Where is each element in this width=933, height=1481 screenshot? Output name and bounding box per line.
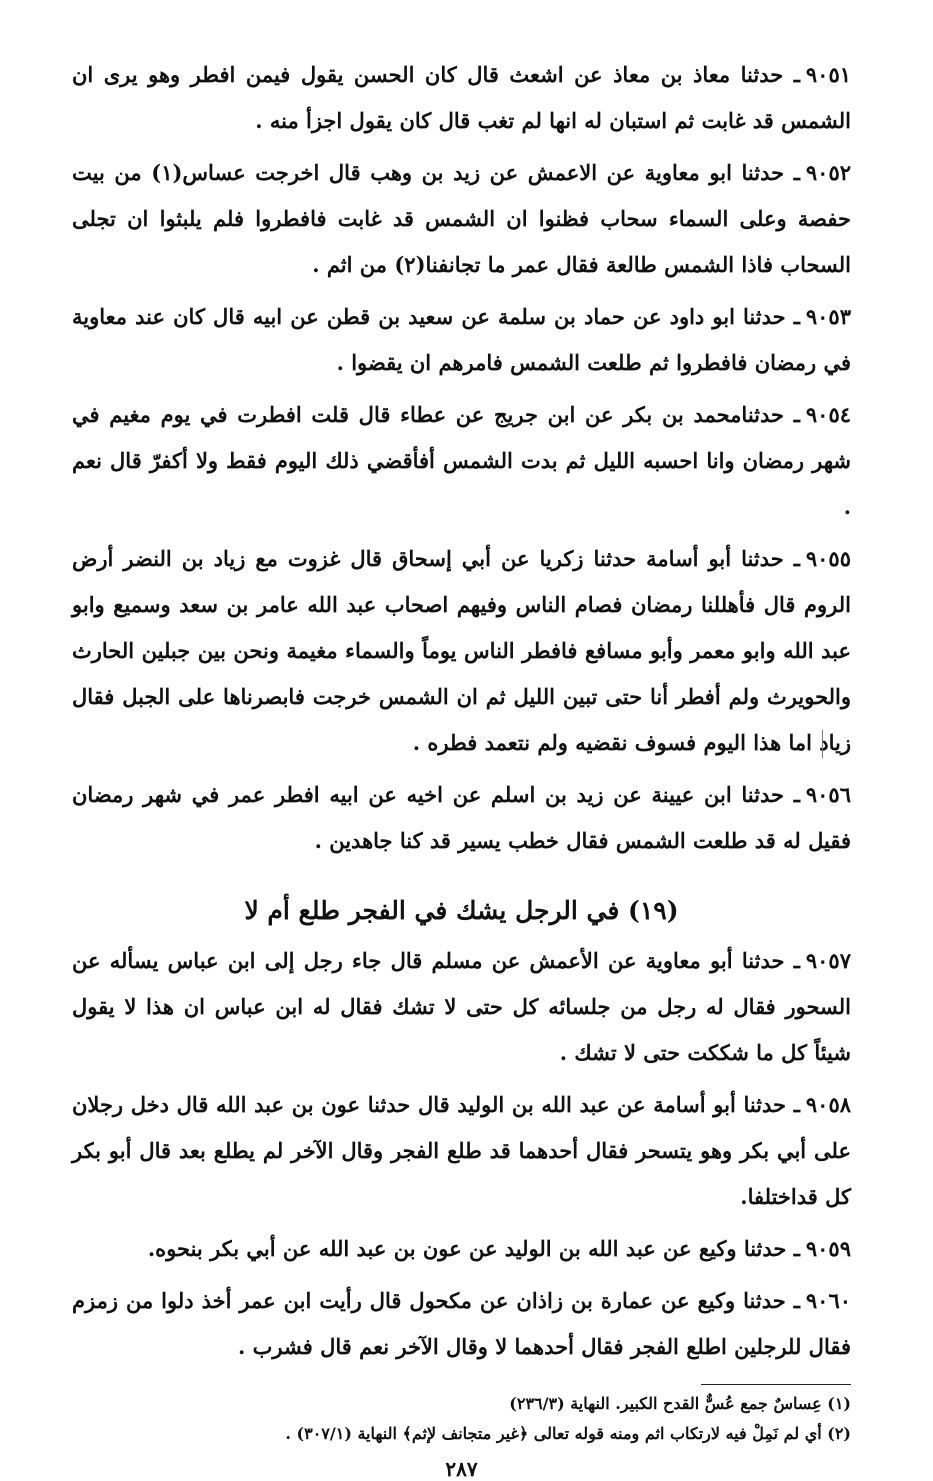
dash: ـ [793, 546, 800, 571]
margin-mark [822, 730, 823, 758]
footnotes [72, 1389, 851, 1449]
hadith-text: حدثنا أبو أسامة حدثنا زكريا عن أبي إسحاق قال غزوت مع زياد بن النضر أرض الروم قال فأهللنا رمضان فصام الناس وفيهم اصحاب عبد الله عامر بن سعد وسميع وابو عبد الله وابو معمر وأبو مسافع فافطر الناس يوماً والسماء مغيمة ونحن بين جبلين الحارث والحويرث ولم أفطر أنا حتى تبين الليل ثم ان الشمس خرجت فابصرناها على الجبل فقال زياد اما هذا اليوم فسوف نقضيه ولم نتعمد فطره . [72, 546, 851, 755]
hadith-number: ٩٠٥٢ [805, 160, 852, 185]
hadith-9057 [72, 938, 851, 1076]
footnote-divider [701, 1384, 851, 1385]
hadith-9060 [72, 1278, 851, 1370]
hadith-text: حدثنا وكيع عن عمارة بن زاذان عن مكحول قال رأيت ابن عمر أخذ دلوا من زمزم فقال للرجلين اطلع الفجر فقال أحدهما لا وقال الآخر نعم قال فشرب . [72, 1288, 851, 1359]
dash: ـ [793, 782, 800, 807]
section-heading: (١٩) في الرجل يشك في الفجر طلع أم لا [244, 896, 679, 925]
hadith-list [72, 52, 851, 864]
hadith-list-2 [72, 938, 851, 1370]
hadith-number: ٩٠٥٧ [805, 948, 851, 973]
hadith-text: حدثنامحمد بن بكر عن ابن جريج عن عطاء قال قلت افطرت في يوم مغيم في شهر رمضان وانا احسبه الليل ثم بدت الشمس أفأقضي ذلك اليوم فقط ولا أكفرّ قال نعم . [72, 402, 851, 519]
hadith-9053 [72, 294, 851, 386]
hadith-9056 [72, 772, 851, 864]
hadith-text: حدثنا ابن عيينة عن زيد بن اسلم عن اخيه عن ابيه افطر عمر في شهر رمضان فقيل له قد طلعت الشمس فقال خطب يسير قد كنا جاهدين . [72, 782, 851, 853]
hadith-text: حدثنا ابو داود عن حماد بن سلمة عن سعيد بن قطن عن ابيه قال كان عند معاوية في رمضان فافطروا ثم طلعت الشمس فامرهم ان يقضوا . [72, 304, 851, 375]
hadith-9055 [72, 536, 851, 766]
hadith-number: ٩٠٥٩ [805, 1236, 851, 1261]
hadith-number: ٩٠٥٥ [805, 546, 851, 571]
footnote-2: (٢) أي لم نَمِلْ فيه لارتكاب اثم ومنه قوله تعالى ﴿غير متجانف لإثم﴾ النهاية (٣٠٧/١) . [285, 1424, 851, 1443]
hadith-9051 [72, 52, 851, 144]
hadith-text: حدثنا أبو أسامة عن عبد الله بن الوليد قال حدثنا عون بن عبد الله قال دخل رجلان على أبي بكر وهو يتسحر فقال أحدهما قد طلع الفجر وقال الآخر لم يطلع بعد قال أبو بكر كل قداختلفا. [72, 1092, 851, 1209]
dash: ـ [793, 304, 800, 329]
dash: ـ [793, 948, 800, 973]
dash: ـ [793, 1236, 800, 1261]
dash: ـ [793, 160, 800, 185]
hadith-text: حدثنا وكيع عن عبد الله بن الوليد عن عون بن عبد الله عن أبي بكر بنحوه. [147, 1236, 787, 1261]
hadith-text: حدثنا معاذ بن معاذ عن اشعث قال كان الحسن يقول فيمن افطر وهو يرى ان الشمس قد غابت ثم استبان له انها لم تغب قال كان يقول اجزأ منه . [72, 62, 851, 133]
hadith-number: ٩٠٥٣ [805, 304, 851, 329]
page-number: ٢٨٧ [445, 1457, 478, 1481]
hadith-9058 [72, 1082, 851, 1220]
hadith-9054 [72, 392, 851, 530]
dash: ـ [793, 62, 800, 87]
hadith-number: ٩٠٥٤ [805, 402, 852, 427]
hadith-9059 [72, 1226, 851, 1272]
dash: ـ [793, 402, 800, 427]
hadith-number: ٩٠٥٨ [805, 1092, 852, 1117]
hadith-text: حدثنا أبو معاوية عن الأعمش عن مسلم قال جاء رجل إلى ابن عباس يسأله عن السحور فقال له رجل من جلسائه كل حتى لا تشك فقال له ابن عباس ان هذا لا يقول شيئاً كل ما شككت حتى لا تشك . [72, 948, 851, 1065]
dash: ـ [793, 1092, 800, 1117]
hadith-text: حدثنا ابو معاوية عن الاعمش عن زيد بن وهب قال اخرجت عساس(١) من بيت حفصة وعلى السماء سحاب فظنوا ان الشمس قد غابت فافطروا فلم يلبثوا ان تجلى السحاب فاذا الشمس طالعة فقال عمر ما تجانفنا(٢) من اثم . [72, 160, 851, 277]
dash: ـ [793, 1288, 800, 1313]
hadith-number: ٩٠٦٠ [805, 1288, 852, 1313]
hadith-9052 [72, 150, 851, 288]
hadith-number: ٩٠٥٦ [805, 782, 851, 807]
footnote-1: (١) عِساسٌ جمع عُسٌّ القدح الكبير. النهاية (٢٣٦/٣) [509, 1394, 851, 1413]
hadith-number: ٩٠٥١ [805, 62, 852, 87]
